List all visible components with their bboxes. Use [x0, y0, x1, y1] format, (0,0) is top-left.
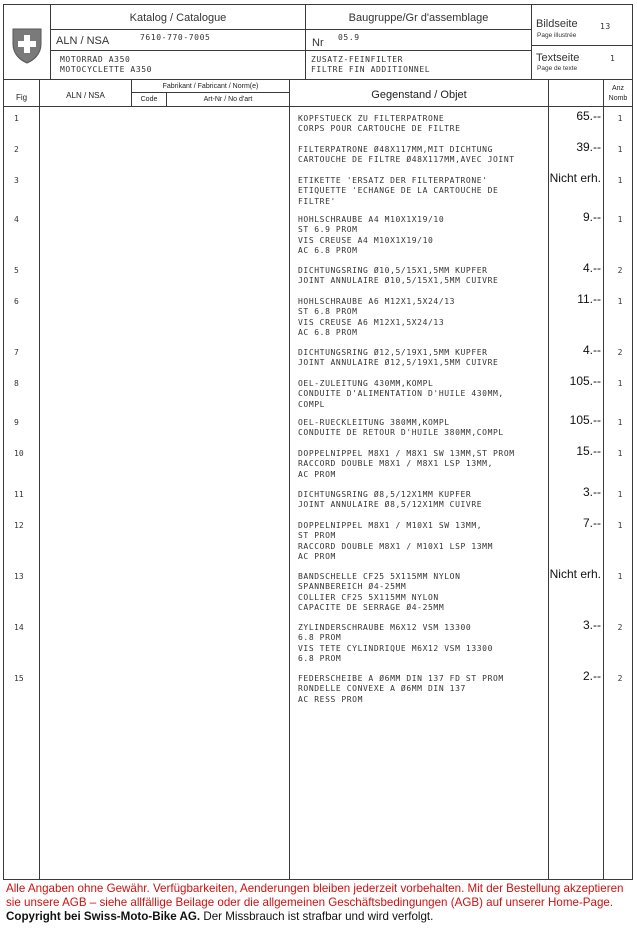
col-manufacturer: Fabrikant / Fabricant / Norm(e): [162, 83, 259, 90]
row-quantity: 1: [617, 176, 623, 185]
col-artnr: Art-Nr / No d'art: [203, 96, 253, 103]
row-price: 7.--: [583, 516, 601, 530]
row-price: 65.--: [576, 109, 601, 123]
textseite-label: Textseite: [536, 52, 580, 64]
row-price: Nicht erh.: [549, 171, 601, 185]
col-code: Code: [140, 96, 158, 103]
row-description: DOPPELNIPPEL M8X1 / M8X1 SW 13MM,ST PROM RACCORD DOUBLE M8X1 / M8X1 LSP 13MM, AC PROM: [298, 449, 515, 479]
col-nomb: Nomb: [608, 95, 628, 102]
group-fr: FILTRE FIN ADDITIONNEL: [311, 65, 431, 74]
row-description: DICHTUNGSRING Ø12,5/19X1,5MM KUPFER JOINT ANNULAIRE Ø12,5/19X1,5MM CUIVRE: [298, 348, 499, 368]
row-price: 15.--: [576, 444, 601, 458]
row-price: 4.--: [583, 343, 601, 357]
row-price: 4.--: [583, 261, 601, 275]
row-price: 39.--: [576, 140, 601, 154]
row-fig: 3: [14, 176, 19, 185]
row-quantity: 2: [617, 266, 623, 275]
textseite-sub: Page de texte: [537, 65, 578, 72]
row-price: 9.--: [583, 210, 601, 224]
row-description: KOPFSTUECK ZU FILTERPATRONE CORPS POUR CARTOUCHE DE FILTRE: [298, 114, 461, 134]
footer-red-text: Alle Angaben ohne Gewähr. Verfügbarkeiten, Aenderungen bleiben jederzeit vorbehalten. Mit der Bestellung akzeptieren sie unsere AGB – siehe allfällige Beilage oder die allgemeinen Geschäftsbedingungen (AGB) auf unserer Home-Page.: [6, 882, 624, 909]
row-description: FEDERSCHEIBE A Ø6MM DIN 137 FD ST PROM RONDELLE CONVEXE A Ø6MM DIN 137 AC RESS PROM: [298, 674, 504, 704]
row-price: 3.--: [583, 618, 601, 632]
row-fig: 12: [14, 521, 24, 530]
row-quantity: 1: [617, 449, 623, 458]
footer-copyright: Copyright bei Swiss-Moto-Bike AG.: [6, 910, 201, 923]
nr-label: Nr: [312, 37, 324, 49]
row-quantity: 2: [617, 623, 623, 632]
row-description: DICHTUNGSRING Ø8,5/12X1MM KUPFER JOINT ANNULAIRE Ø8,5/12X1MM CUIVRE: [298, 490, 483, 510]
row-description: DICHTUNGSRING Ø10,5/15X1,5MM KUPFER JOINT ANNULAIRE Ø10,5/15X1,5MM CUIVRE: [298, 266, 499, 286]
row-description: OEL-RUECKLEITUNG 380MM,KOMPL CONDUITE DE RETOUR D'HUILE 380MM,COMPL: [298, 418, 504, 438]
model-fr: MOTOCYCLETTE A350: [60, 65, 153, 74]
footer-disclaimer: [6, 882, 630, 924]
row-fig: 4: [14, 215, 19, 224]
swiss-cross-shield-icon: [10, 26, 44, 64]
row-quantity: 1: [617, 521, 623, 530]
row-quantity: 1: [617, 215, 623, 224]
row-description: ETIKETTE 'ERSATZ DER FILTERPATRONE' ETIQUETTE 'ECHANGE DE LA CARTOUCHE DE FILTRE': [298, 176, 499, 206]
row-description: HOHLSCHRAUBE A6 M12X1,5X24/13 ST 6.8 PROM VIS CREUSE A6 M12X1,5X24/13 AC 6.8 PROM: [298, 297, 456, 337]
col-aln: ALN / NSA: [66, 91, 105, 100]
row-price: 11.--: [577, 292, 601, 306]
row-quantity: 2: [617, 674, 623, 683]
row-price: Nicht erh.: [549, 567, 601, 581]
row-fig: 5: [14, 266, 19, 275]
row-price: 105.--: [569, 374, 601, 388]
row-fig: 9: [14, 418, 19, 427]
row-description: BANDSCHELLE CF25 5X115MM NYLON SPANNBEREICH Ø4-25MM COLLIER CF25 5X115MM NYLON CAPACITE DE SERRAGE Ø4-25MM: [298, 572, 461, 612]
group-de: ZUSATZ-FEINFILTER: [311, 55, 404, 64]
bildseite-sub: Page illustrée: [537, 32, 577, 39]
row-fig: 6: [14, 297, 19, 306]
row-description: DOPPELNIPPEL M8X1 / M10X1 SW 13MM, ST PROM RACCORD DOUBLE M8X1 / M10X1 LSP 13MM AC PROM: [298, 521, 493, 561]
model-de: MOTORRAD A350: [60, 55, 131, 64]
row-fig: 10: [14, 449, 24, 458]
row-fig: 8: [14, 379, 19, 388]
row-quantity: 2: [617, 348, 623, 357]
row-fig: 7: [14, 348, 19, 357]
col-fig: Fig: [15, 93, 28, 102]
col-object: Gegenstand / Objet: [371, 89, 467, 101]
row-quantity: 1: [617, 572, 623, 581]
row-fig: 1: [14, 114, 19, 123]
row-description: HOHLSCHRAUBE A4 M10X1X19/10 ST 6.9 PROM VIS CREUSE A4 M10X1X19/10 AC 6.8 PROM: [298, 215, 445, 255]
col-anz: Anz: [611, 85, 625, 92]
nr-value: 05.9: [338, 33, 360, 42]
bildseite-label: Bildseite: [536, 18, 578, 30]
row-description: ZYLINDERSCHRAUBE M6X12 VSM 13300 6.8 PROM VIS TETE CYLINDRIQUE M6X12 VSM 13300 6.8 PROM: [298, 623, 493, 663]
row-description: OEL-ZULEITUNG 430MM,KOMPL CONDUITE D'ALIMENTATION D'HUILE 430MM, COMPL: [298, 379, 504, 409]
catalog-label: Katalog / Catalogue: [129, 12, 227, 24]
row-quantity: 1: [617, 418, 623, 427]
row-quantity: 1: [617, 379, 623, 388]
row-fig: 13: [14, 572, 24, 581]
row-quantity: 1: [617, 114, 623, 123]
bildseite-value: 13: [600, 22, 611, 31]
row-fig: 14: [14, 623, 24, 632]
row-price: 105.--: [569, 413, 601, 427]
footer-tail-text: Der Missbrauch ist strafbar und wird verfolgt.: [203, 910, 434, 923]
textseite-value: 1: [610, 54, 616, 63]
aln-label: ALN / NSA: [56, 35, 110, 47]
row-fig: 11: [14, 490, 24, 499]
row-fig: 2: [14, 145, 19, 154]
row-quantity: 1: [617, 145, 623, 154]
aln-value: 7610-770-7005: [140, 33, 211, 42]
row-quantity: 1: [617, 297, 623, 306]
row-price: 2.--: [583, 669, 601, 683]
row-price: 3.--: [583, 485, 601, 499]
row-quantity: 1: [617, 490, 623, 499]
row-description: FILTERPATRONE Ø48X117MM,MIT DICHTUNG CARTOUCHE DE FILTRE Ø48X117MM,AVEC JOINT: [298, 145, 515, 165]
group-label: Baugruppe/Gr d'assemblage: [348, 12, 489, 24]
row-fig: 15: [14, 674, 24, 683]
